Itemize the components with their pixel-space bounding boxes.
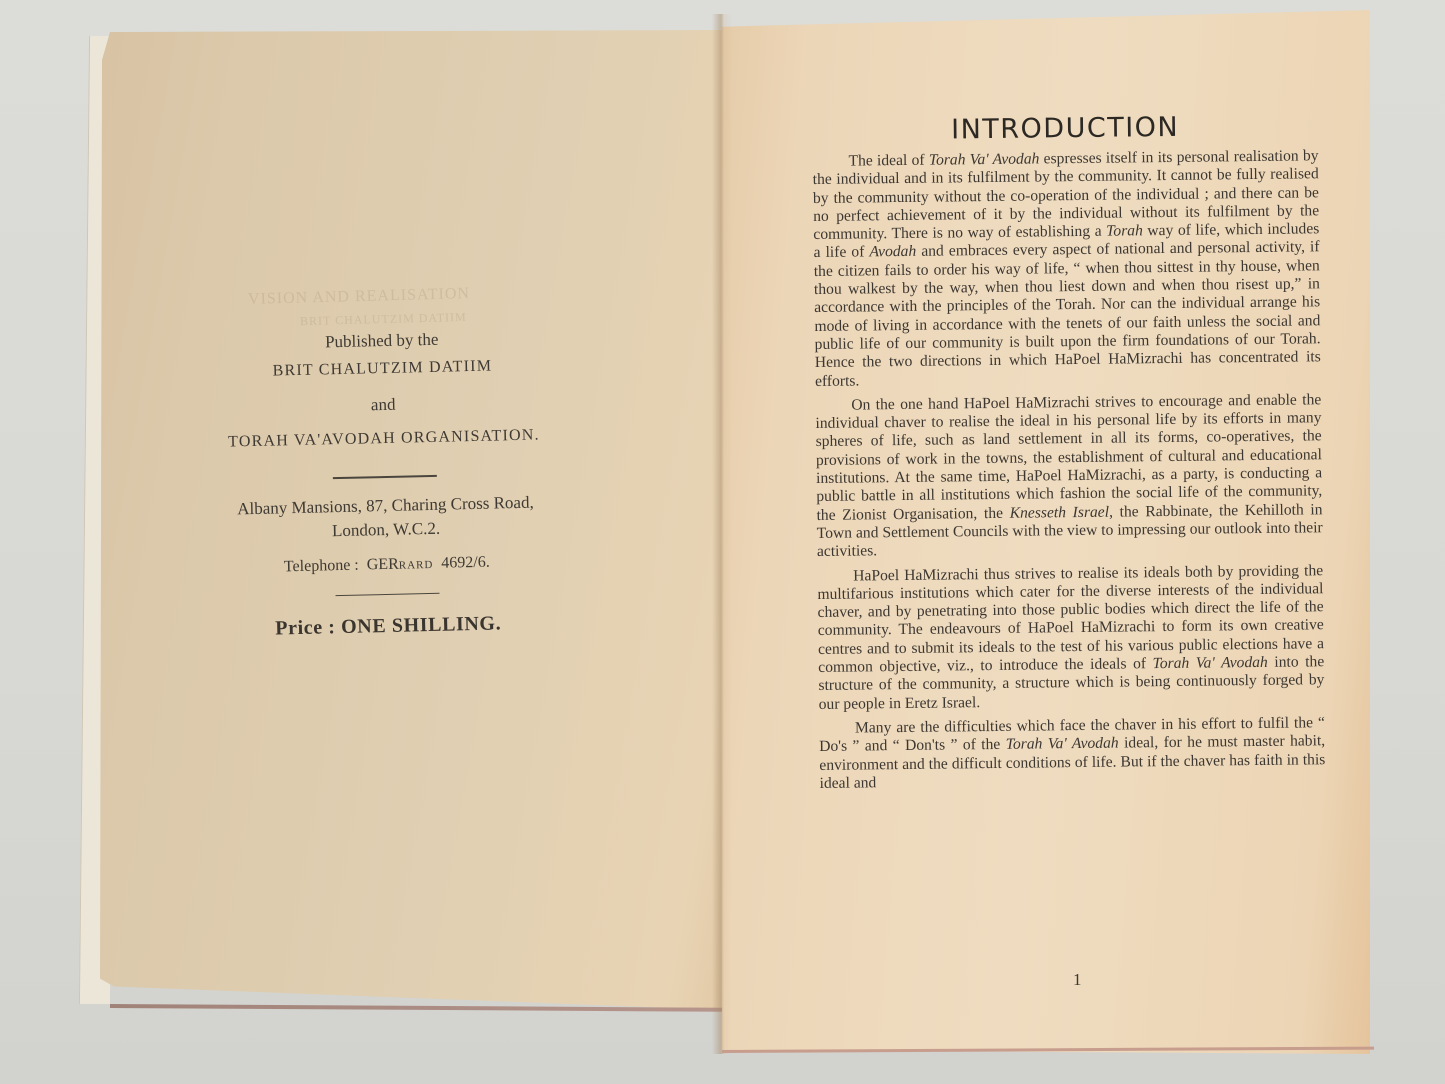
address-line-2: London, W.C.2. <box>331 518 441 540</box>
address-line-1: Albany Mansions, 87, Charing Cross Road, <box>237 492 534 518</box>
italic-text-run: Torah <box>1106 222 1143 240</box>
italic-text-run: Avodah <box>869 243 917 261</box>
italic-text-run: Torah Va' Avodah <box>928 150 1040 169</box>
divider-rule <box>336 592 440 596</box>
italic-text-run: Torah Va' Avodah <box>1005 734 1119 754</box>
text-run: into the structure of the community, a structure which is being continuously forged by our people in Eretz Israel. <box>818 653 1325 713</box>
introduction-section <box>812 110 1326 799</box>
italic-text-run: Torah Va' Avodah <box>1152 653 1268 673</box>
gutter-fold <box>712 14 732 1054</box>
paragraph <box>817 562 1325 714</box>
page-title: INTRODUCTION <box>950 111 1180 146</box>
page-number: 1 <box>1073 970 1082 989</box>
imprint-block <box>187 326 584 642</box>
text-run: HaPoel HaMizrachi thus strives to realise its ideals both by providing the multifarious institutions which cater for the diverse interests of the individual chaver, and by penetrating into those public bodies which direct the life of the community. The endeavours of HaPoel HaMizrachi to form its own creative centres and to submit its ideals to the test of his various public elections have a common objective, viz., to introduce the ideals of <box>817 561 1325 676</box>
text-run: ideal, for he must master habit, environment and the difficult conditions of life. But if the chaver has faith in this ideal and <box>819 732 1326 792</box>
text-run: way of life, which includes a life of <box>813 220 1320 262</box>
publisher-name-2: TORAH VA'AVODAH ORGANISATION. <box>227 426 540 451</box>
telephone-exchange: GER <box>366 555 399 573</box>
show-through-text: VISION AND REALISATION <box>247 285 471 308</box>
text-run: and embraces every aspect of national and personal activity, if the citizen fails to order his way of life, “ when thou sittest in thy house, when thou walkest by the way, when thou liest down and when thou risest up,” in accordance with the principles of the Torah. Nor can the individual arrange his mode of living in accordance with the tenets of our faith unless the social and public life of our community is built upon the firm foundations of our Torah. Hence the two directions in which HaPoel HaMizrachi has concentrated its efforts. <box>813 238 1321 390</box>
paragraph <box>819 714 1326 793</box>
text-run: The ideal of <box>848 151 929 170</box>
divider-rule <box>333 475 437 479</box>
published-by-text: Published by the <box>324 329 439 352</box>
text-run: , the Rabbinate, the Kehilloth in Town and Settlement Councils with the view to impressing our outlook into their activities. <box>816 500 1323 561</box>
paragraph <box>812 147 1321 391</box>
text-run: espresses itself in its personal realisation by the individual and in its fulfilment by the community. It cannot be fully realised by the community without the co-operation of the individual ; and there can be no perfect achievement of it by the individual without its fulfilment by the community. There is no way of establishing a <box>812 147 1320 244</box>
telephone-label: Telephone : <box>283 556 359 575</box>
italic-text-run: Knesseth Israel <box>1009 503 1110 522</box>
price-text: Price : ONE SHILLING. <box>275 612 502 640</box>
telephone-line <box>192 549 582 580</box>
telephone-exchange-suffix: rard <box>398 554 434 573</box>
show-through-text: BRIT CHALUTZIM DATIIM <box>299 309 467 329</box>
conjunction-text: and <box>370 394 396 415</box>
telephone-number: 4692/6. <box>441 553 490 572</box>
publisher-name-1: BRIT CHALUTZIM DATIIM <box>272 357 493 380</box>
paragraph <box>815 391 1323 561</box>
text-run: Many are the difficulties which face the chaver in his effort to fulfil the “ Do's ” and “ Don'ts ” of the <box>819 714 1326 756</box>
text-run: On the one hand HaPoel HaMizrachi strives to encourage and enable the individual chaver to realise the ideal in his personal life by its efforts in many spheres of life, such as land settlement in all its forms, co-operatives, the provisions of work in the towns, the establishment of cultural and educational institutions. At the same time, HaPoel HaMizrachi, as a party, is conducting a public battle in all institutions which fashion the social life of the community, the Zionist Organisation, the <box>815 391 1323 524</box>
